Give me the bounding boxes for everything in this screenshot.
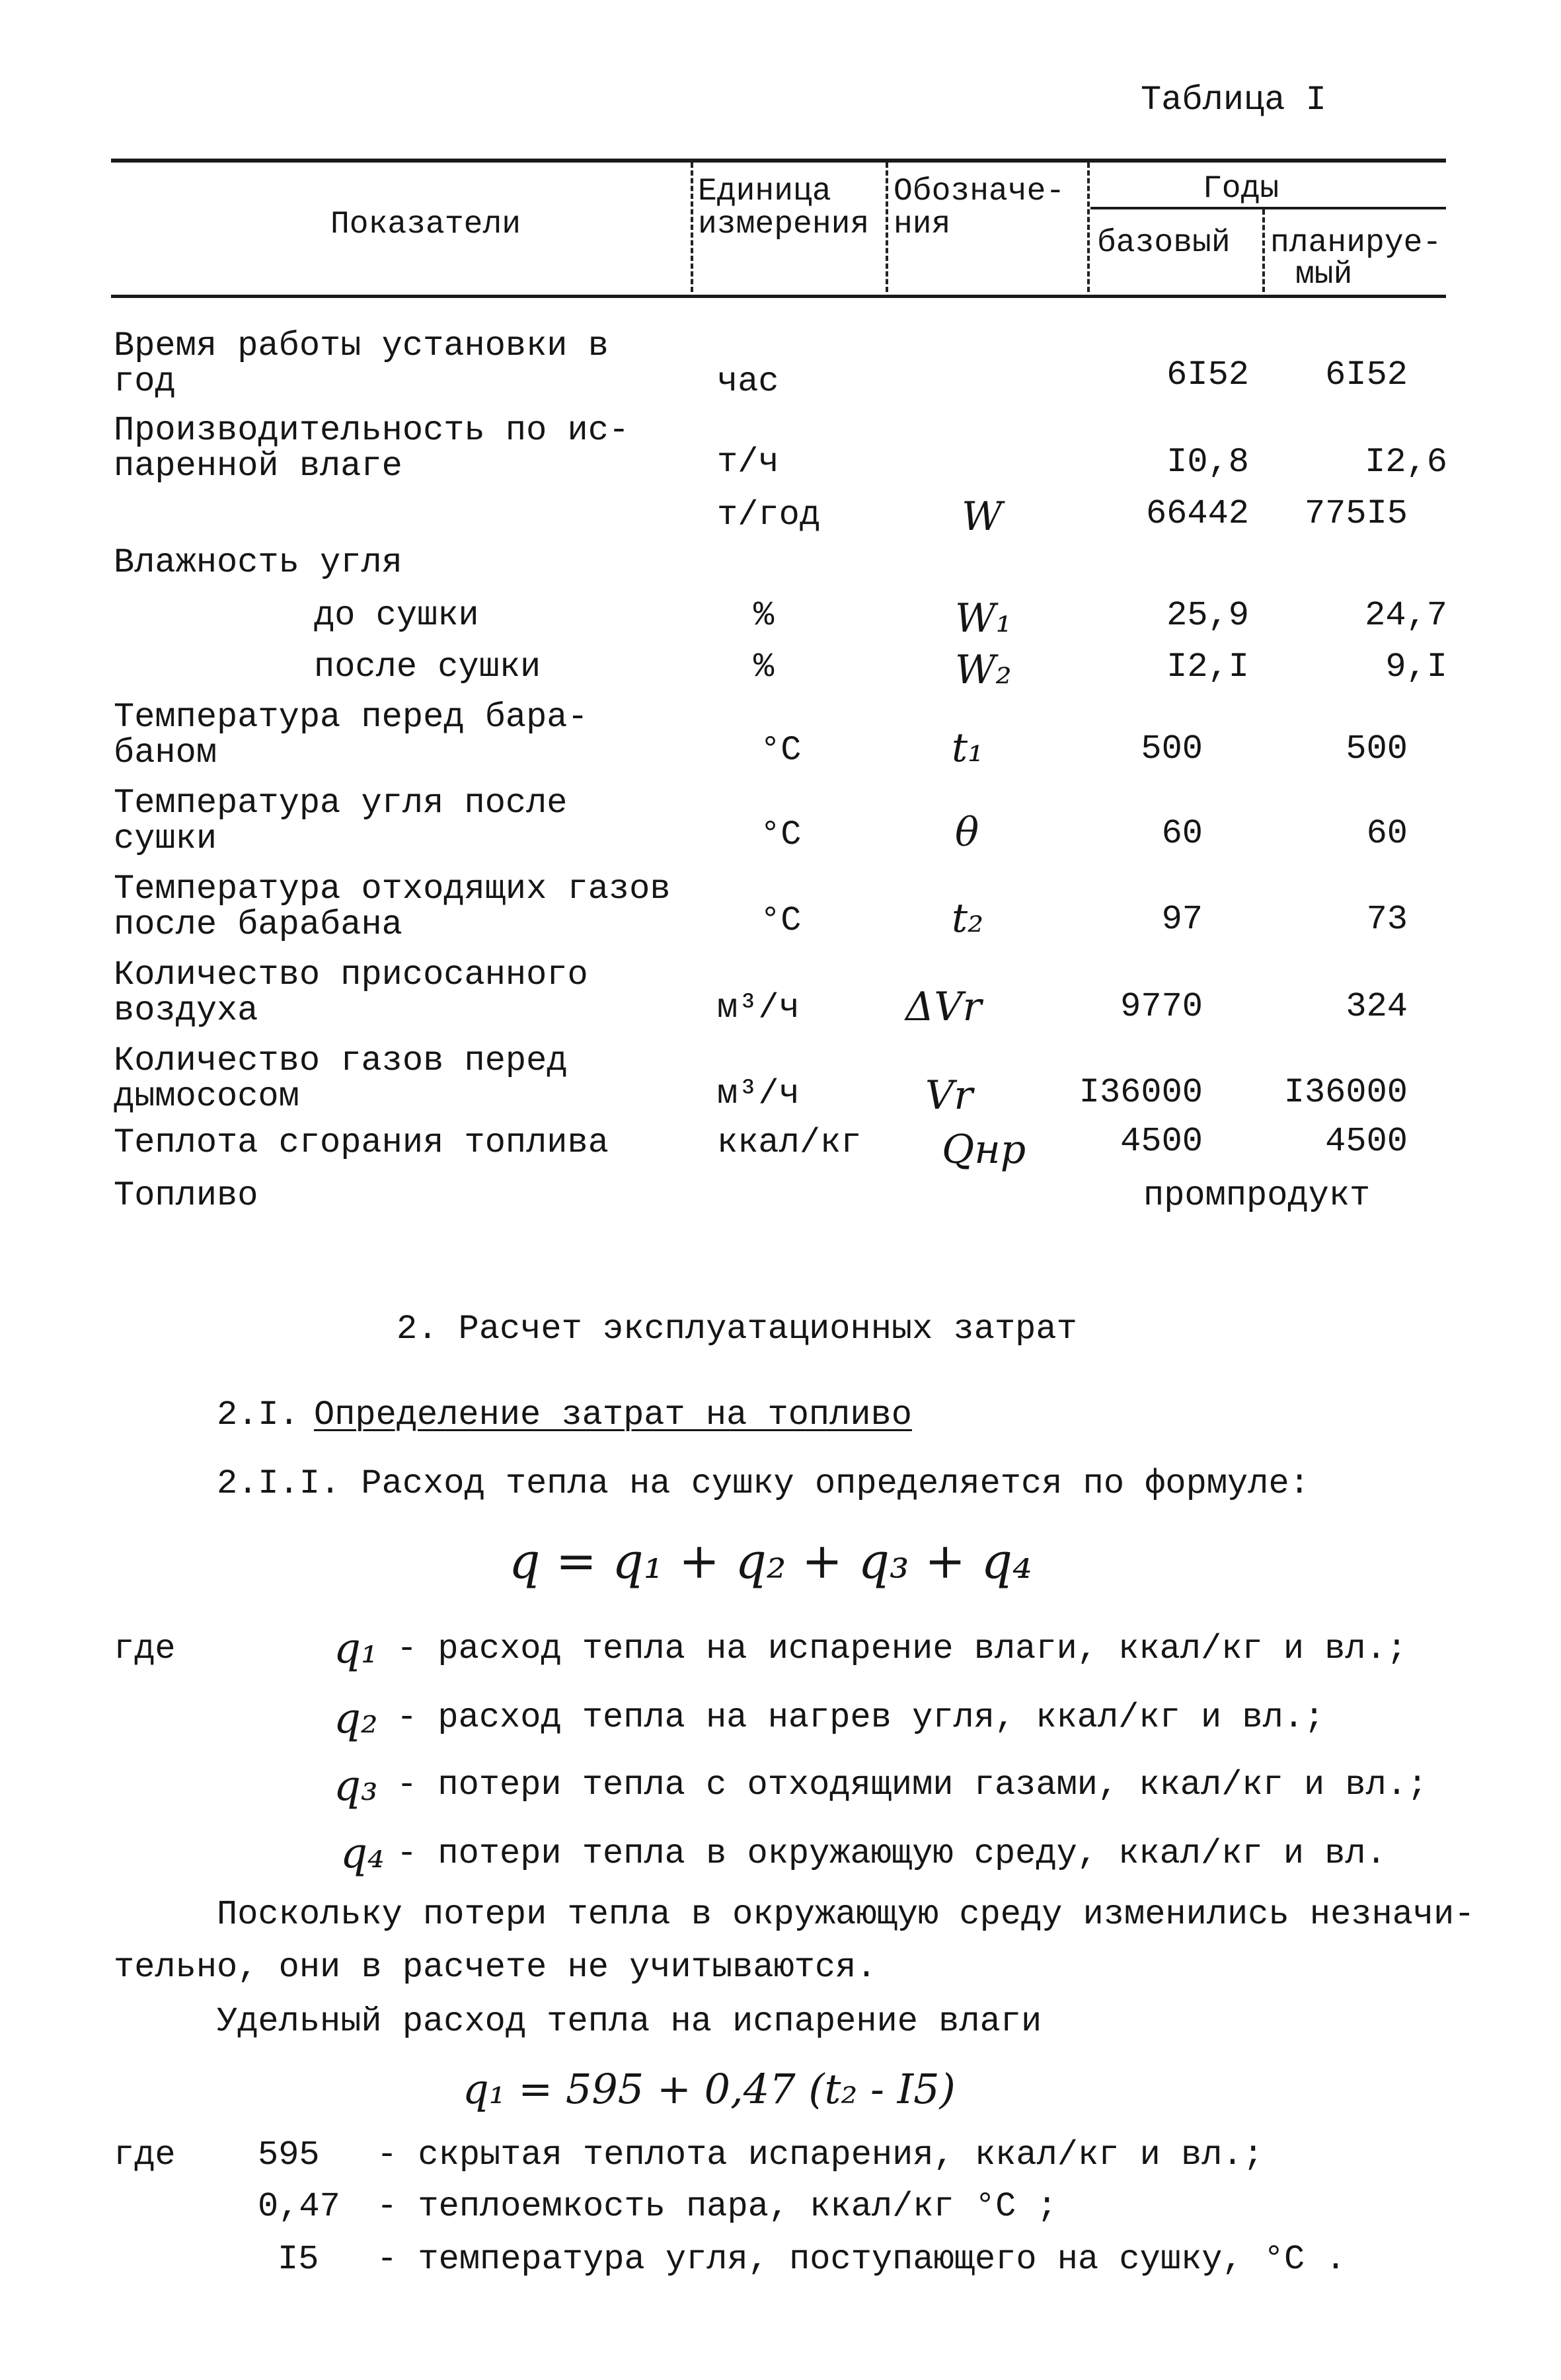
header-planned-line1: планируе- xyxy=(1270,225,1442,261)
col-divider-1 xyxy=(691,163,693,292)
col-divider-3 xyxy=(1087,163,1090,292)
row-label: Температура перед бара- xyxy=(114,698,588,737)
row-base-value: 6I52 xyxy=(1166,355,1249,394)
header-planned-line2: мый xyxy=(1295,257,1353,293)
where-label-2: где xyxy=(114,2136,176,2175)
row-label-cont: после барабана xyxy=(114,905,402,944)
row-planned-value: 4500 xyxy=(1325,1122,1408,1161)
row-planned-value: I36000 xyxy=(1283,1073,1408,1112)
header-years: Годы xyxy=(1203,171,1279,207)
row-symbol: ΔVr xyxy=(905,984,982,1030)
subsection-number: 2.I. xyxy=(217,1395,299,1434)
row-label: Топливо xyxy=(114,1176,258,1215)
row-label-cont: год xyxy=(114,362,176,401)
row-base-value: I0,8 xyxy=(1166,443,1249,482)
header-indicator: Показатели xyxy=(330,207,521,242)
row-unit: °C xyxy=(760,815,802,854)
formula-q1: q₁ = 595 + 0,47 (t₂ - I5) xyxy=(463,2065,956,2113)
paragraph-losses-line2: тельно, они в расчете не учитываются. xyxy=(114,1948,877,1987)
row-planned-value: 500 xyxy=(1346,729,1408,768)
row-symbol: W₂ xyxy=(955,647,1012,693)
paragraph-specific: Удельный расход тепла на испарение влаги xyxy=(217,2002,1042,2041)
row-label: после сушки xyxy=(314,648,541,687)
row-base-value: 4500 xyxy=(1120,1122,1203,1161)
row-label: Теплота сгорания топлива xyxy=(114,1123,609,1162)
row-base-value: 9770 xyxy=(1120,987,1203,1026)
row-label: Производительность по ис- xyxy=(114,411,630,450)
row-symbol: Qнр xyxy=(942,1127,1026,1173)
row-unit: т/ч xyxy=(717,443,779,482)
row-base-value: 97 xyxy=(1161,900,1203,939)
row-unit: °C xyxy=(760,901,802,940)
const-value: 595 xyxy=(258,2136,320,2175)
col-divider-2 xyxy=(886,163,888,292)
paragraph-losses-line1: Поскольку потери тепла в окружающую среду изменились незначи- xyxy=(217,1895,1475,1934)
paragraph-2-1-1: 2.I.I. Расход тепла на сушку определяется по формуле: xyxy=(217,1464,1310,1503)
row-base-value: 25,9 xyxy=(1166,596,1249,635)
row-span-value: промпродукт xyxy=(1143,1176,1371,1215)
row-unit: % xyxy=(753,596,775,635)
row-planned-value: 73 xyxy=(1366,900,1408,939)
row-base-value: I2,I xyxy=(1166,648,1249,687)
row-unit: м³/ч xyxy=(717,988,800,1027)
header-unit-line1: Единица xyxy=(698,174,831,209)
def-symbol-q2: q₂ xyxy=(334,1694,378,1743)
where-label: где xyxy=(114,1629,176,1668)
subsection-title: Определение затрат на топливо xyxy=(314,1395,912,1434)
row-symbol: θ xyxy=(955,809,979,856)
row-label: Температура отходящих газов xyxy=(114,870,671,909)
formula-main: q = q₁ + q₂ + q₃ + q₄ xyxy=(509,1533,1032,1590)
def-symbol-q1: q₁ xyxy=(334,1624,378,1673)
row-base-value: I36000 xyxy=(1079,1073,1203,1112)
row-symbol: t₁ xyxy=(952,725,984,771)
const-text: - температура угля, поступающего на сушку, °C . xyxy=(377,2240,1346,2279)
header-symbol-line1: Обозначе- xyxy=(894,174,1065,209)
row-unit: м³/ч xyxy=(717,1074,800,1113)
row-unit: % xyxy=(753,648,775,687)
row-unit: ккал/кг xyxy=(717,1123,862,1162)
row-label: Влажность угля xyxy=(114,543,402,582)
header-base: базовый xyxy=(1097,225,1231,261)
row-planned-value: 6I52 xyxy=(1325,355,1408,394)
row-symbol: Vr xyxy=(925,1072,973,1119)
row-label-cont: баном xyxy=(114,733,217,772)
row-planned-value: 324 xyxy=(1346,987,1408,1026)
row-base-value: 66442 xyxy=(1145,494,1249,533)
def-text-q3: - потери тепла с отходящими газами, ккал/кг и вл.; xyxy=(397,1766,1428,1804)
row-base-value: 500 xyxy=(1141,729,1203,768)
row-label: Время работы установки в xyxy=(114,326,609,365)
const-text: - теплоемкость пара, ккал/кг °C ; xyxy=(377,2187,1057,2226)
row-planned-value: 60 xyxy=(1366,814,1408,853)
row-label: Количество присосанного xyxy=(114,955,588,994)
row-planned-value: I2,6 xyxy=(1365,443,1447,482)
const-value: 0,47 xyxy=(258,2187,340,2226)
row-label: до сушки xyxy=(314,596,479,635)
section-title: 2. Расчет эксплуатационных затрат xyxy=(397,1310,1077,1349)
row-symbol: t₂ xyxy=(952,895,984,942)
row-label-cont: дымососом xyxy=(114,1077,299,1116)
row-unit: т/год xyxy=(717,496,821,535)
header-bottom-rule xyxy=(111,295,1446,298)
row-planned-value: 9,I xyxy=(1385,648,1447,687)
row-label-cont: паренной влаге xyxy=(114,447,402,486)
row-label: Количество газов перед xyxy=(114,1041,568,1080)
table-label: Таблица I xyxy=(1141,81,1326,120)
def-symbol-q4: q₄ xyxy=(340,1829,385,1878)
row-label-cont: воздуха xyxy=(114,991,258,1030)
def-text-q2: - расход тепла на нагрев угля, ккал/кг и вл.; xyxy=(397,1698,1325,1737)
header-unit-line2: измерения xyxy=(698,207,870,242)
table-top-rule xyxy=(111,159,1446,163)
row-symbol: W xyxy=(962,494,1003,540)
row-label: Температура угля после xyxy=(114,784,568,823)
row-base-value: 60 xyxy=(1161,814,1203,853)
row-symbol: W₁ xyxy=(955,595,1012,642)
const-value: I5 xyxy=(278,2240,319,2279)
const-text: - скрытая теплота испарения, ккал/кг и вл.; xyxy=(377,2136,1264,2175)
def-text-q1: - расход тепла на испарение влаги, ккал/кг и вл.; xyxy=(397,1629,1408,1668)
col-divider-4 xyxy=(1262,209,1265,292)
def-symbol-q3: q₃ xyxy=(334,1762,378,1810)
def-text-q4: - потери тепла в окружающую среду, ккал/кг и вл. xyxy=(397,1834,1387,1873)
row-planned-value: 775I5 xyxy=(1304,494,1408,533)
row-unit: час xyxy=(717,362,779,401)
row-planned-value: 24,7 xyxy=(1365,596,1447,635)
row-unit: °C xyxy=(760,731,802,770)
header-symbol-line2: ния xyxy=(894,207,951,242)
row-label-cont: сушки xyxy=(114,819,217,858)
